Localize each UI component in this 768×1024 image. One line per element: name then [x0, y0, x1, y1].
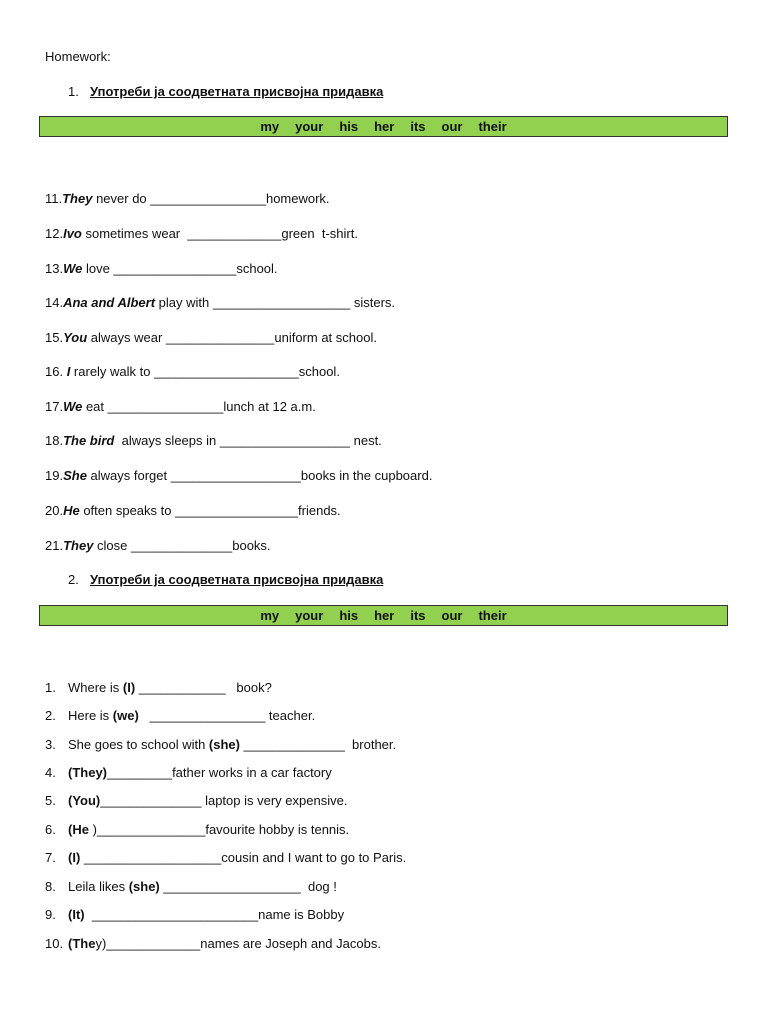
item-text: never do — [92, 191, 151, 206]
answer-blank[interactable]: __________________ — [219, 433, 350, 448]
answer-blank[interactable]: ________________ — [107, 399, 224, 414]
item-text: She goes to school with (she) ______________ brother. — [68, 737, 397, 752]
item-text: books in the cupboard. — [300, 468, 433, 483]
pronoun-cue: (You) — [68, 793, 101, 808]
word-bank-word: their — [478, 119, 507, 134]
item-subject: Ivo — [63, 226, 82, 241]
answer-blank[interactable]: _______________________name is Bobby — [84, 907, 345, 922]
exercise-item — [45, 399, 316, 414]
answer-blank[interactable]: ______________ brother. — [239, 737, 397, 752]
item-subject: He — [63, 503, 80, 518]
item-number: 11. — [45, 191, 63, 206]
item-text: green t-shirt. — [281, 226, 358, 241]
pronoun-cue: (It) — [68, 907, 85, 922]
pronoun-cue: (she) — [128, 879, 160, 894]
item-text: always sleeps in — [114, 433, 220, 448]
word-bank-word: my — [260, 608, 280, 623]
item-subject: I — [66, 364, 71, 379]
item-number: 1. — [45, 680, 56, 695]
section-2-number: 2. — [68, 572, 79, 587]
word-bank-word: your — [295, 119, 324, 134]
item-subject: Ana and Albert — [63, 295, 156, 310]
item-number: 14. — [45, 295, 64, 310]
word-bank-word: her — [374, 608, 395, 623]
answer-blank[interactable]: ______________ laptop is very expensive. — [100, 793, 348, 808]
item-text: always wear — [87, 330, 166, 345]
section-2-heading: Употреби ја соодветната присвојна придавка — [90, 572, 384, 587]
item-number: 10. — [45, 936, 64, 951]
item-text: close — [93, 538, 131, 553]
word-bank-word: my — [260, 119, 280, 134]
exercise-item — [45, 433, 382, 448]
answer-blank[interactable]: ___________________cousin and I want to go to Paris. — [80, 850, 407, 865]
item-text: friends. — [298, 503, 341, 518]
word-bank-word: his — [339, 119, 359, 134]
word-bank-word: its — [410, 608, 426, 623]
answer-blank[interactable]: _________________ — [175, 503, 299, 518]
item-number: 19. — [45, 468, 64, 483]
item-text — [68, 850, 406, 865]
item-text: uniform at school. — [274, 330, 377, 345]
answer-blank[interactable]: __________________ — [170, 468, 301, 483]
item-number: 4. — [45, 765, 56, 780]
item-number: 21. — [45, 538, 64, 553]
section-1-heading: Употреби ја соодветната присвојна придавка — [90, 84, 384, 99]
answer-blank[interactable]: y)_____________names are Joseph and Jacobs. — [95, 936, 381, 951]
item-subject: They — [62, 191, 93, 206]
pronoun-cue: (we) — [112, 708, 139, 723]
exercise-item — [45, 295, 395, 310]
item-subject: We — [63, 399, 83, 414]
pronoun-cue: (I) — [122, 680, 136, 695]
word-bank-word: your — [295, 608, 324, 623]
exercise-item — [45, 226, 358, 241]
item-text: sisters. — [350, 295, 396, 310]
item-text: lunch at 12 a.m. — [223, 399, 316, 414]
item-subject: They — [63, 538, 94, 553]
answer-blank[interactable]: ___________________ dog ! — [159, 879, 337, 894]
answer-blank[interactable]: ____________________ — [154, 364, 299, 379]
item-text: play with — [155, 295, 213, 310]
exercise-item — [45, 364, 340, 379]
section-2-word-bank — [39, 605, 728, 626]
pronoun-cue: (They) — [68, 765, 107, 780]
item-text: eat — [82, 399, 108, 414]
item-subject: She — [63, 468, 87, 483]
item-number: 5. — [45, 793, 56, 808]
item-number: 2. — [45, 708, 56, 723]
exercise-item — [45, 261, 278, 276]
item-text: school. — [236, 261, 278, 276]
item-number: 20. — [45, 503, 64, 518]
item-text: rarely walk to — [70, 364, 155, 379]
item-number: 7. — [45, 850, 56, 865]
item-subject: The bird — [63, 433, 115, 448]
pronoun-cue: (I) — [68, 850, 81, 865]
item-subject: You — [63, 330, 88, 345]
word-bank-word: our — [441, 119, 463, 134]
item-number: 6. — [45, 822, 56, 837]
exercise-item — [45, 330, 377, 345]
pronoun-cue: (The — [68, 936, 96, 951]
item-text: always forget — [86, 468, 171, 483]
item-subject: We — [63, 261, 83, 276]
item-text: Here is (we) ________________ teacher. — [68, 708, 316, 723]
pronoun-cue: (she) — [208, 737, 240, 752]
item-number: 16. — [45, 364, 67, 379]
answer-blank[interactable]: )_______________favourite hobby is tennis. — [88, 822, 350, 837]
word-bank-word: her — [374, 119, 395, 134]
answer-blank[interactable]: _________________ — [113, 261, 237, 276]
document-title: Homework: — [45, 49, 111, 64]
item-number: 18. — [45, 433, 64, 448]
exercise-item — [45, 503, 341, 518]
word-bank-word: its — [410, 119, 426, 134]
answer-blank[interactable]: ___________________ — [212, 295, 351, 310]
exercise-item — [45, 468, 432, 483]
item-number: 15. — [45, 330, 64, 345]
item-number: 17. — [45, 399, 64, 414]
item-text: Where is (I) ____________ book? — [68, 680, 272, 695]
section-1-word-bank — [39, 116, 728, 137]
answer-blank[interactable]: ________________ — [150, 191, 266, 206]
answer-blank[interactable]: ________________ teacher. — [138, 708, 316, 723]
exercise-item — [45, 191, 330, 206]
answer-blank[interactable]: _________father works in a car factory — [107, 765, 332, 780]
pronoun-cue: (He — [68, 822, 89, 837]
item-number: 12. — [45, 226, 64, 241]
item-number: 8. — [45, 879, 56, 894]
item-text: nest. — [350, 433, 382, 448]
answer-blank[interactable]: ______________ — [131, 538, 233, 553]
item-text — [68, 907, 344, 922]
item-text — [68, 765, 332, 780]
item-text: school. — [298, 364, 340, 379]
item-text — [68, 936, 381, 951]
word-bank-word: our — [441, 608, 463, 623]
item-text: Leila likes (she) ___________________ dog ! — [68, 879, 337, 894]
item-number: 3. — [45, 737, 56, 752]
item-text: often speaks to — [79, 503, 176, 518]
answer-blank[interactable]: _____________ — [187, 226, 282, 241]
section-1-number: 1. — [68, 84, 79, 99]
word-bank-word: his — [339, 608, 359, 623]
item-text — [68, 793, 347, 808]
item-text — [68, 822, 349, 837]
item-number: 9. — [45, 907, 56, 922]
word-bank-word: their — [478, 608, 507, 623]
answer-blank[interactable]: _______________ — [165, 330, 275, 345]
answer-blank[interactable]: ____________ book? — [135, 680, 272, 695]
item-number: 13. — [45, 261, 64, 276]
item-text: love — [82, 261, 114, 276]
item-text: books. — [232, 538, 271, 553]
exercise-item — [45, 538, 271, 553]
item-text: sometimes wear — [81, 226, 188, 241]
item-text: homework. — [265, 191, 330, 206]
